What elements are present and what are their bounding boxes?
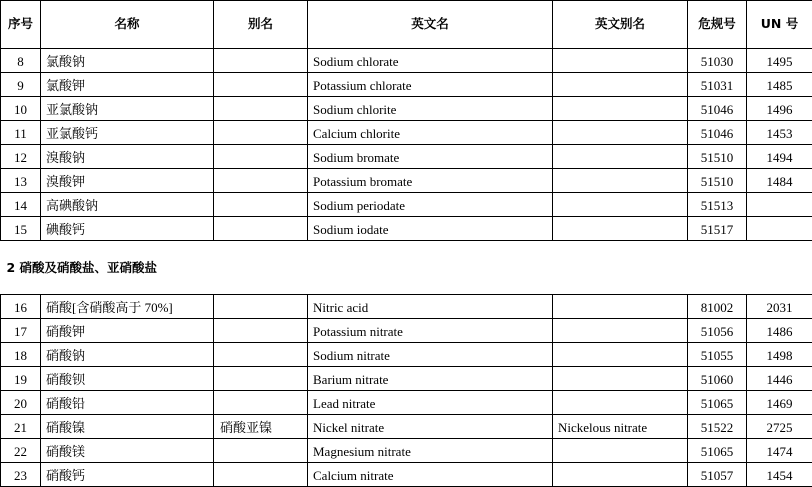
cell-un-number: 1498 bbox=[747, 343, 812, 367]
cell-english-alias bbox=[553, 73, 688, 97]
cell-english-alias bbox=[553, 463, 688, 487]
section-heading-row bbox=[1, 241, 812, 295]
cell-un-number: 1486 bbox=[747, 319, 812, 343]
header-english-name: 英文名 bbox=[308, 1, 553, 49]
cell-english-alias bbox=[553, 217, 688, 241]
cell-hazard-code: 51065 bbox=[688, 391, 747, 415]
cell-english-alias bbox=[553, 121, 688, 145]
cell-english-alias bbox=[553, 439, 688, 463]
cell-no: 9 bbox=[1, 73, 41, 97]
cell-no: 12 bbox=[1, 145, 41, 169]
table-row bbox=[1, 319, 812, 343]
cell-english-alias: Nickelous nitrate bbox=[553, 415, 688, 439]
cell-no: 19 bbox=[1, 367, 41, 391]
cell-english-name: Sodium bromate bbox=[308, 145, 553, 169]
cell-hazard-code: 51055 bbox=[688, 343, 747, 367]
cell-no: 22 bbox=[1, 439, 41, 463]
cell-english-name: Nickel nitrate bbox=[308, 415, 553, 439]
cell-english-alias bbox=[553, 97, 688, 121]
cell-hazard-code: 51056 bbox=[688, 319, 747, 343]
cell-hazard-code: 51522 bbox=[688, 415, 747, 439]
cell-english-name: Nitric acid bbox=[308, 295, 553, 319]
table-body-section-2 bbox=[1, 295, 812, 487]
cell-name: 硝酸铅 bbox=[41, 391, 214, 415]
cell-no: 13 bbox=[1, 169, 41, 193]
cell-hazard-code: 51046 bbox=[688, 121, 747, 145]
table-row bbox=[1, 391, 812, 415]
cell-english-alias bbox=[553, 319, 688, 343]
cell-name: 硝酸钙 bbox=[41, 463, 214, 487]
cell-alias bbox=[214, 73, 308, 97]
cell-alias bbox=[214, 391, 308, 415]
cell-un-number: 1474 bbox=[747, 439, 812, 463]
cell-english-alias bbox=[553, 343, 688, 367]
cell-english-name: Sodium iodate bbox=[308, 217, 553, 241]
cell-english-name: Potassium nitrate bbox=[308, 319, 553, 343]
cell-name: 氯酸钠 bbox=[41, 49, 214, 73]
table-row bbox=[1, 367, 812, 391]
section-heading-group bbox=[1, 241, 812, 295]
cell-alias bbox=[214, 367, 308, 391]
cell-name: 溴酸钠 bbox=[41, 145, 214, 169]
cell-alias: 硝酸亚镍 bbox=[214, 415, 308, 439]
cell-english-name: Sodium chlorite bbox=[308, 97, 553, 121]
cell-un-number bbox=[747, 217, 812, 241]
cell-hazard-code: 51030 bbox=[688, 49, 747, 73]
cell-hazard-code: 51057 bbox=[688, 463, 747, 487]
cell-name: 硝酸镍 bbox=[41, 415, 214, 439]
cell-name: 氯酸钾 bbox=[41, 73, 214, 97]
cell-hazard-code: 51031 bbox=[688, 73, 747, 97]
cell-english-name: Calcium nitrate bbox=[308, 463, 553, 487]
cell-english-alias bbox=[553, 193, 688, 217]
cell-name: 硝酸[含硝酸高于 70%] bbox=[41, 295, 214, 319]
cell-english-name: Sodium periodate bbox=[308, 193, 553, 217]
cell-english-name: Sodium nitrate bbox=[308, 343, 553, 367]
cell-un-number: 1495 bbox=[747, 49, 812, 73]
cell-alias bbox=[214, 439, 308, 463]
table-row bbox=[1, 343, 812, 367]
header-hazard-code: 危规号 bbox=[688, 1, 747, 49]
cell-alias bbox=[214, 145, 308, 169]
table-row bbox=[1, 145, 812, 169]
cell-hazard-code: 51513 bbox=[688, 193, 747, 217]
table-row bbox=[1, 193, 812, 217]
cell-name: 亚氯酸钙 bbox=[41, 121, 214, 145]
cell-name: 硝酸镁 bbox=[41, 439, 214, 463]
header-name: 名称 bbox=[41, 1, 214, 49]
cell-un-number: 1485 bbox=[747, 73, 812, 97]
cell-alias bbox=[214, 97, 308, 121]
table-row bbox=[1, 295, 812, 319]
cell-name: 碘酸钙 bbox=[41, 217, 214, 241]
cell-un-number: 1446 bbox=[747, 367, 812, 391]
table-row bbox=[1, 439, 812, 463]
cell-alias bbox=[214, 121, 308, 145]
cell-english-name: Potassium bromate bbox=[308, 169, 553, 193]
cell-english-name: Potassium chlorate bbox=[308, 73, 553, 97]
cell-hazard-code: 51060 bbox=[688, 367, 747, 391]
cell-english-name: Barium nitrate bbox=[308, 367, 553, 391]
cell-english-alias bbox=[553, 145, 688, 169]
cell-un-number: 2725 bbox=[747, 415, 812, 439]
cell-alias bbox=[214, 193, 308, 217]
cell-english-name: Sodium chlorate bbox=[308, 49, 553, 73]
cell-alias bbox=[214, 217, 308, 241]
cell-un-number: 1484 bbox=[747, 169, 812, 193]
cell-hazard-code: 51046 bbox=[688, 97, 747, 121]
table-row bbox=[1, 217, 812, 241]
cell-no: 15 bbox=[1, 217, 41, 241]
cell-hazard-code: 51517 bbox=[688, 217, 747, 241]
cell-english-name: Calcium chlorite bbox=[308, 121, 553, 145]
cell-name: 硝酸钾 bbox=[41, 319, 214, 343]
cell-un-number: 1453 bbox=[747, 121, 812, 145]
table-row bbox=[1, 121, 812, 145]
table-row bbox=[1, 97, 812, 121]
cell-english-name: Lead nitrate bbox=[308, 391, 553, 415]
cell-name: 溴酸钾 bbox=[41, 169, 214, 193]
cell-alias bbox=[214, 295, 308, 319]
cell-name: 硝酸钡 bbox=[41, 367, 214, 391]
table-body-section-1 bbox=[1, 49, 812, 241]
cell-no: 21 bbox=[1, 415, 41, 439]
cell-no: 8 bbox=[1, 49, 41, 73]
cell-alias bbox=[214, 463, 308, 487]
cell-english-alias bbox=[553, 391, 688, 415]
cell-no: 14 bbox=[1, 193, 41, 217]
cell-alias bbox=[214, 319, 308, 343]
cell-alias bbox=[214, 49, 308, 73]
header-alias: 别名 bbox=[214, 1, 308, 49]
cell-english-alias bbox=[553, 295, 688, 319]
table-row bbox=[1, 49, 812, 73]
table-row bbox=[1, 415, 812, 439]
cell-no: 16 bbox=[1, 295, 41, 319]
cell-un-number bbox=[747, 193, 812, 217]
cell-un-number: 2031 bbox=[747, 295, 812, 319]
table-row bbox=[1, 463, 812, 487]
cell-alias bbox=[214, 343, 308, 367]
cell-name: 高碘酸钠 bbox=[41, 193, 214, 217]
section-heading: 2 硝酸及硝酸盐、亚硝酸盐 bbox=[1, 241, 812, 295]
cell-english-alias bbox=[553, 169, 688, 193]
header-english-alias: 英文别名 bbox=[553, 1, 688, 49]
cell-english-alias bbox=[553, 49, 688, 73]
cell-un-number: 1496 bbox=[747, 97, 812, 121]
cell-no: 20 bbox=[1, 391, 41, 415]
header-un-number: UN 号 bbox=[747, 1, 812, 49]
cell-no: 17 bbox=[1, 319, 41, 343]
table-row bbox=[1, 169, 812, 193]
cell-hazard-code: 51065 bbox=[688, 439, 747, 463]
cell-hazard-code: 81002 bbox=[688, 295, 747, 319]
cell-english-name: Magnesium nitrate bbox=[308, 439, 553, 463]
cell-un-number: 1494 bbox=[747, 145, 812, 169]
cell-alias bbox=[214, 169, 308, 193]
header-no: 序号 bbox=[1, 1, 41, 49]
cell-no: 11 bbox=[1, 121, 41, 145]
table-header-row bbox=[1, 1, 812, 49]
cell-un-number: 1469 bbox=[747, 391, 812, 415]
cell-no: 23 bbox=[1, 463, 41, 487]
cell-english-alias bbox=[553, 367, 688, 391]
table-row bbox=[1, 73, 812, 97]
cell-name: 亚氯酸钠 bbox=[41, 97, 214, 121]
cell-name: 硝酸钠 bbox=[41, 343, 214, 367]
cell-hazard-code: 51510 bbox=[688, 145, 747, 169]
cell-un-number: 1454 bbox=[747, 463, 812, 487]
cell-no: 10 bbox=[1, 97, 41, 121]
cell-no: 18 bbox=[1, 343, 41, 367]
cell-hazard-code: 51510 bbox=[688, 169, 747, 193]
